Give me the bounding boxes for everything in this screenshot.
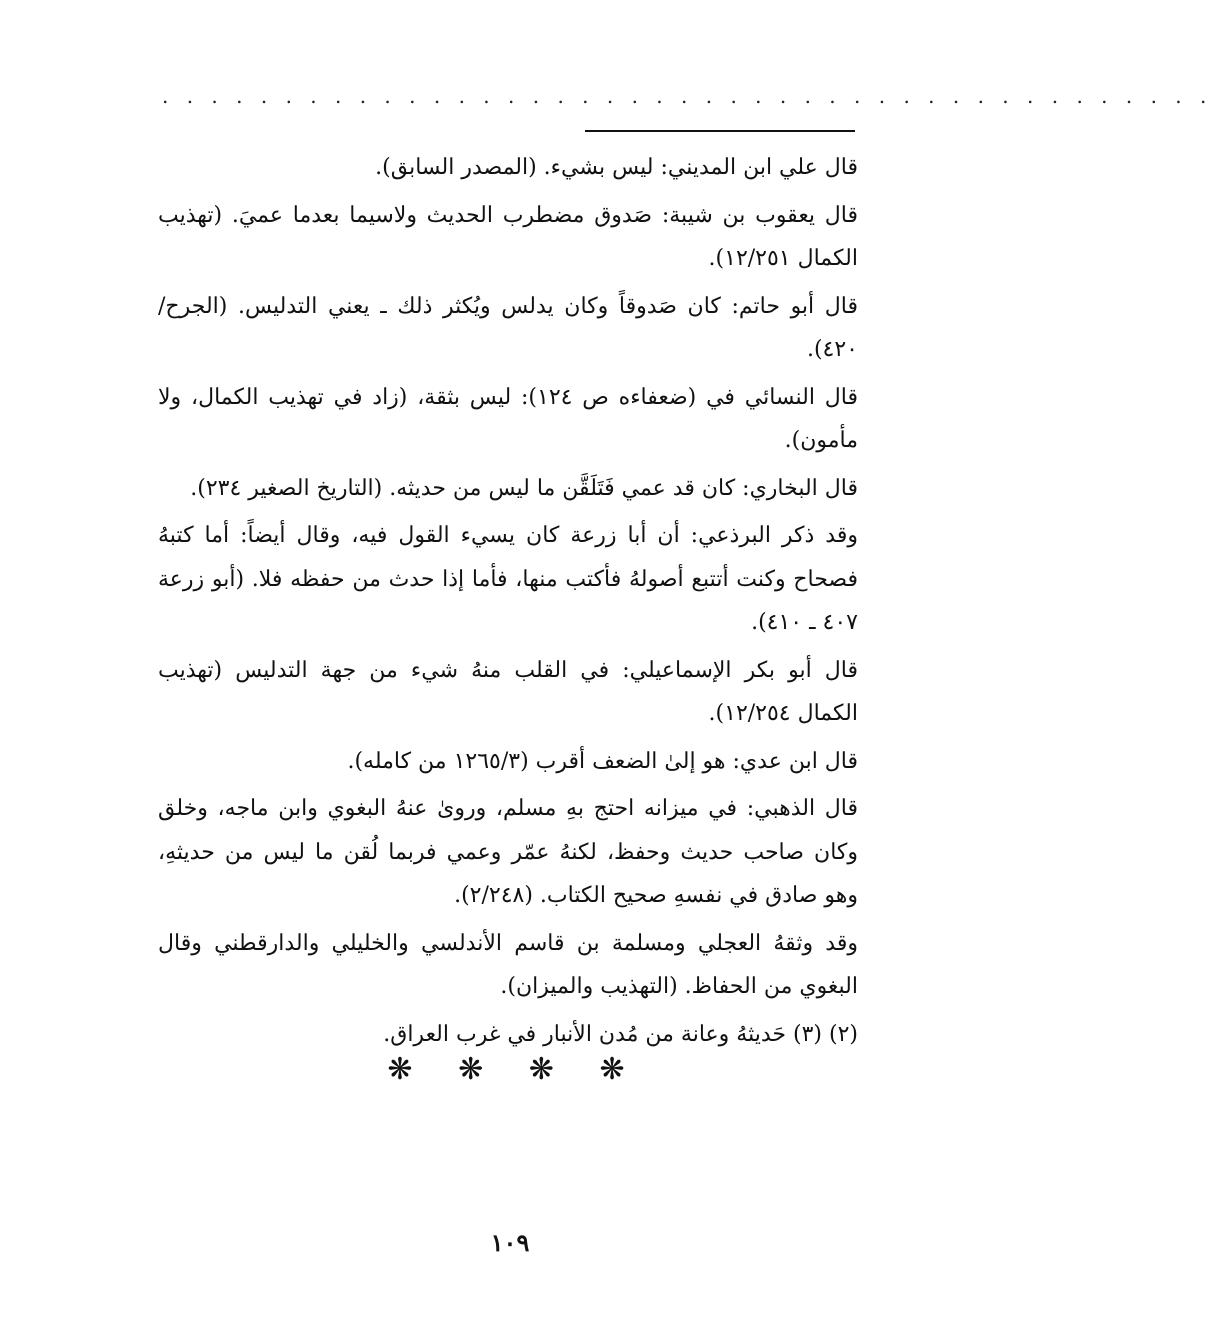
header-dotted-line: . . . . . . . . . . . . . . . . . . . . . . . . . . . . . . . . . . . . . . . . . . . [162,84,1212,108]
paragraph: قال يعقوب بن شيبة: صَدوق مضطرب الحديث ولاسيما بعدما عميَ. (تهذيب الكمال ١٢/٢٥١). [158,202,858,271]
paragraph: قال أبو بكر الإسماعيلي: في القلب منهُ شيء من جهة التدليس (تهذيب الكمال ١٢/٢٥٤). [158,657,858,726]
paragraph: وقد وثقهُ العجلي ومسلمة بن قاسم الأندلسي والخليلي والدارقطني وقال البغوي من الحفاظ. (التهذيب والميزان). [158,930,858,999]
paragraph: قال أبو حاتم: كان صَدوقاً وكان يدلس ويُكثر ذلك ـ يعني التدليس. (الجرح/ ٤٢٠). [158,293,858,362]
paragraph: قال النسائي في (ضعفاءه ص ١٢٤): ليس بثقة، (زاد في تهذيب الكمال، ولا مأمون). [158,384,858,453]
header-rule [585,130,855,132]
paragraph: قال علي ابن المديني: ليس بشيء. (المصدر السابق). [375,155,858,180]
section-separator: ❋ ❋ ❋ ❋ [387,1052,643,1087]
paragraph: قال الذهبي: في ميزانه احتج بهِ مسلم، وروىٰ عنهُ البغوي وابن ماجه، وخلق وكان صاحب حديث وحفظ، لكنهُ عمّر وعمي فربما لُقن ما ليس من حديثهِ، وهو صادق في نفسهِ صحيح الكتاب. (٢/٢٤٨). [158,796,858,908]
page-number: ١٠٩ [490,1228,530,1257]
paragraph: قال البخاري: كان قد عمي فَتَلَقَّن ما ليس من حديثه. (التاريخ الصغير ٢٣٤). [190,475,858,501]
footnote-paragraph: (٢) (٣) حَديثهُ وعانة من مُدن الأنبار في غرب العراق. [383,1021,858,1047]
main-text [158,146,858,1060]
paragraph: قال ابن عدي: هو إلىٰ الضعف أقرب (١٢٦٥/٣ من كامله). [347,748,858,774]
paragraph: وقد ذكر البرذعي: أن أبا زرعة كان يسيء القول فيه، وقال أيضاً: أما كتبهُ فصحاح وكنت أتتبع أصولهُ فأكتب منها، فأما إذا حدث من حفظه فلا. (أبو زرعة ٤٠٧ ـ ٤١٠). [158,523,858,635]
